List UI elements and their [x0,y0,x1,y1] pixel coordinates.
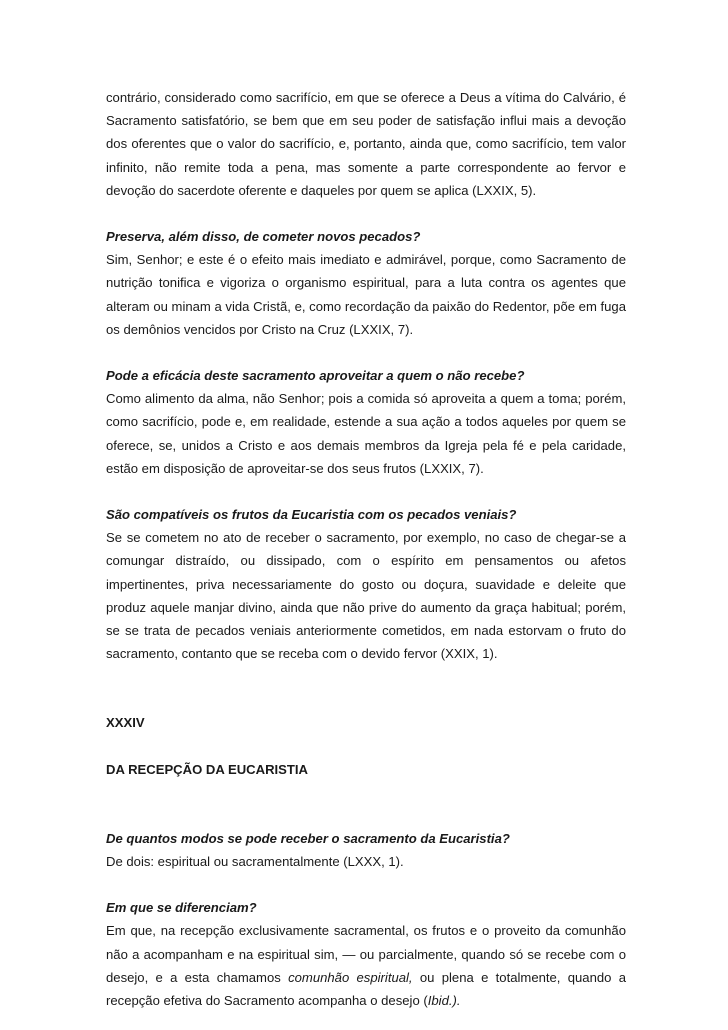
question-preserva: Preserva, além disso, de cometer novos pecados? [106,229,421,245]
spacer [106,873,626,896]
answer-diferenciam-part2: ou plena e totalmente, quando a recepção efetiva do Sacramento acompanha o desejo ( [106,969,627,1009]
question-pecados-veniais: São compatíveis os frutos da Eucaristia com os pecados veniais? [106,507,517,523]
answer-diferenciam-part1: Em que, na recepção exclusivamente sacramental, os frutos e o proveito da comunhão não a acompanham e na espiritual sim, — ou parcialmente, quando só se recebe com o desejo, e a esta chamamos [106,923,626,985]
chapter-number: XXXIV [106,715,145,731]
answer-pecados-veniais: Se se cometem no ato de receber o sacramento, por exemplo, no caso de chegar-se a comungar distraído, ou dissipado, com o espírito em pensamentos ou afetos impertinentes, priva necessariamente do gosto ou doçura, suavidade e deleite que produz aquele manjar divino, ainda que não prive do aumento da graça habitual; porém, se se trata de pecados veniais anteriormente cometidos, em nada estorvam o fruto do sacramento, contanto que se receba com o devido fervor (XXIX, 1). [106,530,626,662]
chapter-title: DA RECEPÇÃO DA EUCARISTIA [106,761,308,777]
paragraph-continuation: contrário, considerado como sacrifício, em que se oferece a Deus a vítima do Calvário, é Sacramento satisfatório, se bem que em seu poder de satisfação influi mais a devoção dos oferentes que o valor do sacrifício, e, portanto, ainda que, como sacrifício, tem valor infinito, não remite toda a pena, mas somente a parte correspondente ao fervor e devoção do sacerdote oferente e daqueles por quem se aplica (LXXIX, 5). [106,90,626,198]
spacer [106,480,626,503]
answer-diferenciam-italic2: Ibid.). [427,993,461,1009]
spacer [106,341,626,364]
answer-eficacia: Como alimento da alma, não Senhor; pois a comida só aproveita a quem a toma; porém, como sacrifício, pode e, em realidade, estende a sua ação a todos aqueles por quem se oferece, se, unidos a Cristo e aos demais membros da Igreja pela fé e pela caridade, estão em disposição de aproveitar-se dos seus frutos (LXXIX, 7). [106,391,626,476]
spacer [106,665,626,711]
document-page [106,86,626,1012]
answer-diferenciam-italic1: comunhão espiritual, [288,969,413,985]
spacer [106,781,626,827]
question-modos: De quantos modos se pode receber o sacramento da Eucaristia? [106,830,510,846]
spacer [106,735,626,758]
spacer [106,202,626,225]
answer-diferenciam [106,919,626,1012]
question-eficacia: Pode a eficácia deste sacramento aproveitar a quem o não recebe? [106,368,525,384]
question-diferenciam: Em que se diferenciam? [106,900,257,916]
answer-preserva: Sim, Senhor; e este é o efeito mais imediato e admirável, porque, como Sacramento de nutrição tonifica e vigoriza o organismo espiritual, para a luta contra os agentes que alteram ou minam a vida Cristã, e, como recordação da paixão do Redentor, põe em fuga os demônios vencidos por Cristo na Cruz (LXXIX, 7). [106,252,626,337]
answer-modos: De dois: espiritual ou sacramentalmente (LXXX, 1). [106,854,404,870]
